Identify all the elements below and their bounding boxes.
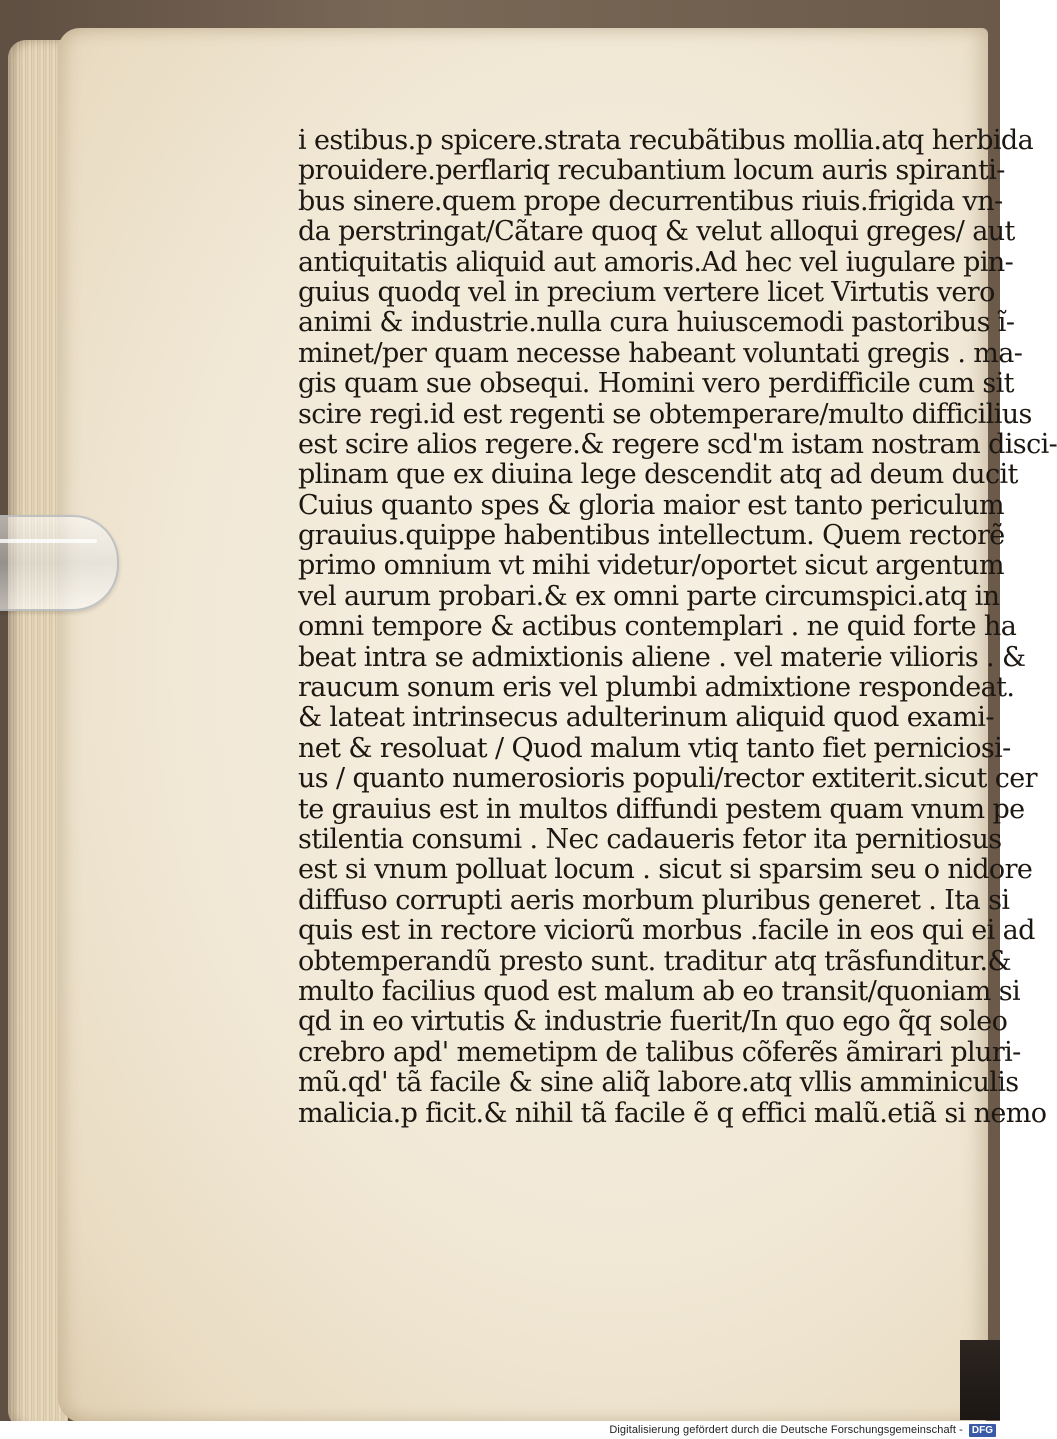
binding-shadow — [960, 1340, 1000, 1420]
text-line: crebro apd' memetipm de talibus cõferẽs ãmirari pluri- — [298, 1036, 1021, 1068]
text-line: plinam que ex diuina lege descendit atq ad deum ducit — [298, 459, 1018, 491]
footer-bar — [0, 1421, 1000, 1439]
text-line: gis quam sue obsequi. Homini vero perdifficile cum sit — [298, 368, 1014, 400]
text-line: primo omnium vt mihi videtur/oportet sicut argentum — [298, 550, 1004, 582]
text-line: obtemperandũ presto sunt. traditur atq trãsfunditur.& — [298, 945, 1011, 977]
page-clip — [0, 515, 119, 611]
text-line: beat intra se admixtionis aliene . vel materie vilioris . & — [298, 641, 1026, 673]
text-line: est scire alios regere.& regere scd'm istam nostram disci- — [298, 428, 1057, 460]
text-line: te grauius est in multos diffundi pestem quam vnum pe — [298, 793, 1025, 825]
text-line: bus sinere.quem prope decurrentibus riuis.frigida vn- — [298, 185, 1003, 217]
text-line: mũ.qd' tã facile & sine aliq̃ labore.atq vllis amminiculis — [298, 1067, 1019, 1099]
text-line: net & resoluat / Quod malum vtiq tanto fiet perniciosi- — [298, 732, 1011, 764]
text-line: diffuso corrupti aeris morbum pluribus generet . Ita si — [298, 884, 1010, 916]
text-line: guius quodq vel in precium vertere licet Virtutis vero — [298, 276, 995, 308]
page-text-block — [298, 125, 1057, 1129]
text-line: scire regi.id est regenti se obtemperare/multo difficilius — [298, 398, 1032, 430]
text-line: est si vnum polluat locum . sicut si sparsim seu o nidore — [298, 854, 1033, 886]
text-line: qd in eo virtutis & industrie fuerit/In quo ego q̃q soleo — [298, 1006, 1008, 1038]
text-line: animi & industrie.nulla cura huiuscemodi pastoribus ĩ- — [298, 307, 1015, 339]
text-line: & lateat intrinsecus adulterinum aliquid quod exami- — [298, 702, 994, 734]
text-line: i estibus.p spicere.strata recubãtibus mollia.atq herbida — [298, 125, 1034, 156]
text-line: prouidere.perflariq recubantium locum auris spiranti- — [298, 155, 1005, 187]
text-line: omni tempore & actibus contemplari . ne quid forte ha — [298, 611, 1017, 643]
text-line: da perstringat/Cãtare quoq & velut alloqui greges/ aut — [298, 216, 1015, 248]
text-line: us / quanto numerosioris populi/rector extiterit.sicut cer — [298, 763, 1037, 795]
text-line: raucum sonum eris vel plumbi admixtione respondeat. — [298, 672, 1015, 704]
funding-credit: Digitalisierung gefördert durch die Deutsche Forschungsgemeinschaft - — [609, 1424, 963, 1436]
text-line: Cuius quanto spes & gloria maior est tanto periculum — [298, 489, 1005, 521]
text-line: stilentia consumi . Nec cadaueris fetor ita pernitiosus — [298, 823, 1002, 855]
text-line: antiquitatis aliquid aut amoris.Ad hec vel iugulare pin- — [298, 246, 1014, 278]
text-line: grauius.quippe habentibus intellectum. Quem rectorẽ — [298, 520, 1005, 552]
text-line: malicia.p ficit.& nihil tã facile ẽ q effici malũ.etiã si nemo — [298, 1097, 1047, 1129]
dfg-logo[interactable]: DFG — [969, 1424, 996, 1437]
text-line: quis est in rectore viciorũ morbus .facile in eos qui ei ad — [298, 915, 1035, 947]
text-line: multo facilius quod est malum ab eo transit/quoniam si — [298, 975, 1021, 1007]
text-line: minet/per quam necesse habeant voluntati gregis . ma- — [298, 337, 1023, 369]
text-line: vel aurum probari.& ex omni parte circumspici.atq in — [298, 580, 1000, 612]
